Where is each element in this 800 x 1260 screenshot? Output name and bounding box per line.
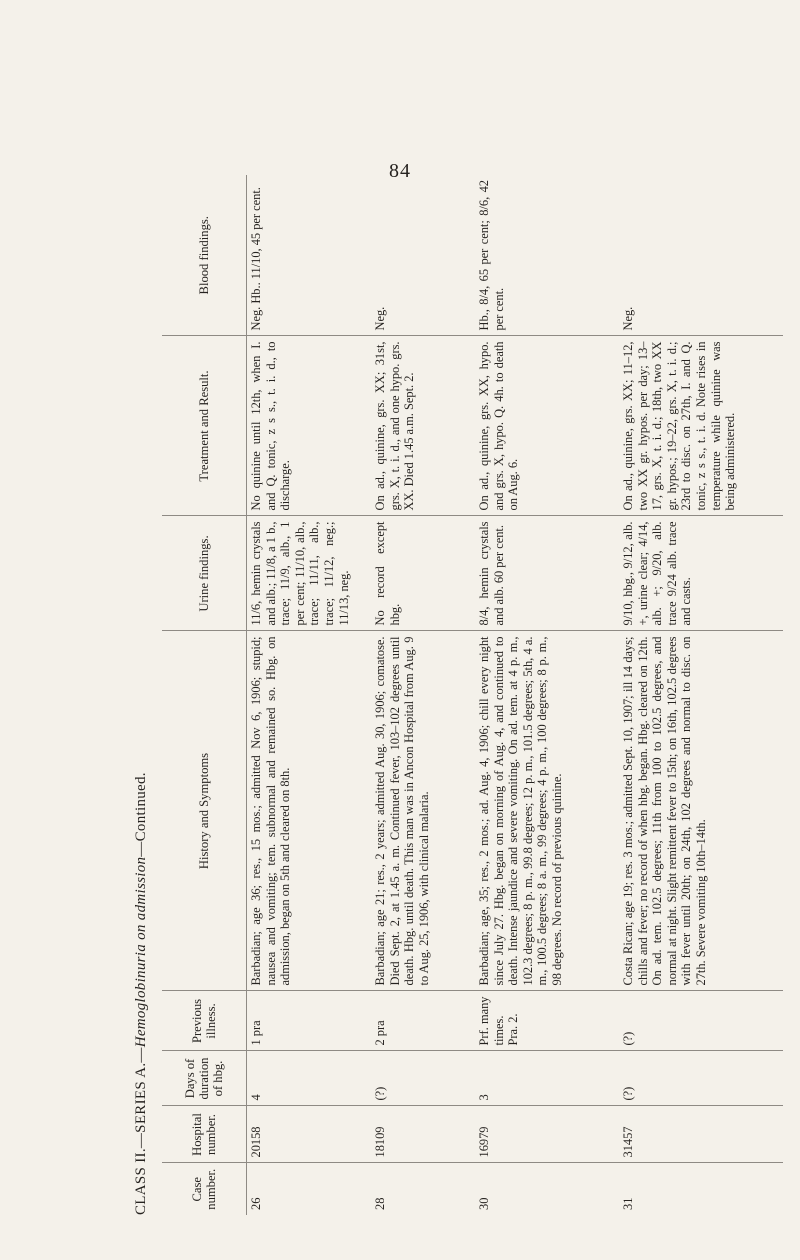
- blood-findings: Neg. Hb.. 11/10, 45 per cent.: [249, 187, 263, 331]
- history: Costa Rican; age 19; res. 3 mos.; admitted Sept. 10, 1907; ill 14 days; chills and fever; no record of when hbg. began. Hbg. cleared on 12th. On ad. tem. 102.5 degrees; 11th from 100 to 102.5 degrees, and normal at night. Slight remittent fever to 15th; on 16th, 102.5 degrees with fever until 20th; on 24th, 102 degrees and normal to disc. on 27th. Severe vomiting 10th–14th.: [619, 631, 783, 991]
- rotated-table-page: [128, 175, 748, 1215]
- history: Barbadian; age, 35; res., 2 mos.; ad. Aug. 4, 1906; chill every night since July 27. Hbg. began on morning of Aug. 4, and continued to death. Intense jaundice and severe vomiting. On ad. tem. at 4 p. m., 102.3 degrees; 8 p. m., 99.8 degrees; 12 p. m., 101.5 degrees; 5th, 4 a. m., 100.5 degrees; 8 a. m., 99 degrees; 4 p. m., 100 degrees; 8 p. m., 98 degrees. No record of previous quinine.: [475, 631, 619, 991]
- hospital-number: 18109: [371, 1106, 475, 1163]
- header-row: [162, 175, 247, 1215]
- col-history: History and Symptoms: [162, 631, 247, 991]
- hospital-number: 16979: [475, 1106, 619, 1163]
- case-number: 31: [619, 1163, 783, 1215]
- blood-findings: Neg.: [621, 306, 635, 331]
- previous-illness: 2 pra: [371, 991, 475, 1051]
- treatment: On ad., quinine, grs. XX; 31st, grs. X, t. i. d., and one hypo. grs. XX. Died 1.45 a.m. Sept. 2.: [371, 336, 475, 516]
- treatment: No quinine until 12th, when I. and Q. tonic, z s s., t. i. d., to discharge.: [247, 336, 372, 516]
- case-number: 28: [371, 1163, 475, 1215]
- running-head-suffix: —Continued.: [133, 772, 149, 857]
- running-head: [128, 175, 154, 1215]
- col-days-duration: Days of duration of hbg.: [162, 1051, 247, 1106]
- treatment: On ad., quinine, grs. XX, hypo. and grs. X, hypo. Q. 4h. to death on Aug. 6.: [475, 336, 619, 516]
- days-duration: 4: [247, 1051, 372, 1106]
- days-duration: (?): [371, 1051, 475, 1106]
- previous-illness: (?): [619, 991, 783, 1051]
- urine-findings: No record except hbg.: [371, 516, 475, 631]
- history: Barbadian; age 36; res., 15 mos.; admitted Nov 6, 1906; stupid; nausea and vomiting; tem. subnormal and remained so. Hbg. on admission, began on 5th and cleared on 8th.: [247, 631, 372, 991]
- col-treatment: Treatment and Result.: [162, 336, 247, 516]
- case-number: 26: [247, 1163, 372, 1215]
- col-hospital-number: Hospital number.: [162, 1106, 247, 1163]
- page-number: 84: [389, 160, 411, 182]
- blood-findings: Neg.: [373, 306, 387, 331]
- table-row: [371, 175, 475, 1215]
- blood-findings: Hb., 8/4, 65 per cent; 8/6, 42 per cent.: [477, 180, 506, 331]
- col-case-number: Case number.: [162, 1163, 247, 1215]
- hospital-number: 20158: [247, 1106, 372, 1163]
- history: Barbadian; age 21; res., 2 years; admitted Aug. 30, 1906; comatose. Died Sept. 2, at 1.45 a. m. Continued fever, 103–102 degrees until death. Hbg. until death. This man was in Ancon Hospital from Aug. 9 to Aug. 25, 1906, with clinical malaria.: [371, 631, 475, 991]
- col-previous-illness: Previous illness.: [162, 991, 247, 1051]
- previous-illness: Prf. many times. Pra. 2.: [475, 991, 619, 1051]
- urine-findings: 8/4, hemin crystals and alb. 60 per cent.: [475, 516, 619, 631]
- table-row: [247, 175, 372, 1215]
- cases-table: [162, 175, 783, 1215]
- urine-findings: 11/6, hemin crystals and alb.; 11/8, a 1 b., trace; 11/9, alb., 1 per cent; 11/10, alb., trace; 11/11, alb., trace; 11/12, neg.; 11/13, neg.: [247, 516, 372, 631]
- table-row: [619, 175, 783, 1215]
- hospital-number: 31457: [619, 1106, 783, 1163]
- running-head-italic: Hemoglobinuria on admission: [133, 856, 149, 1048]
- days-duration: (?): [619, 1051, 783, 1106]
- case-number: 30: [475, 1163, 619, 1215]
- previous-illness: 1 pra: [247, 991, 372, 1051]
- col-urine: Urine findings.: [162, 516, 247, 631]
- urine-findings: 9/10, hbg., 9/12, alb. +, urine clear; 4/14, alb. +; 9/20, alb. trace 9/24 alb. trace and casts.: [619, 516, 783, 631]
- col-blood: Blood findings.: [162, 175, 247, 336]
- days-duration: 3: [475, 1051, 619, 1106]
- treatment: On ad., quinine, grs. XX; 11–12, two XX gr. hypos. per day; 13–17, grs. X, t. i. d.; 18th, two XX gr. hypos.; 19–22, grs. X, t. i. d.; 23rd to disc. on 27th, I. and Q. tonic, z s s., t. i. d. Note rises in temperature while quinine was being administered.: [619, 336, 783, 516]
- table-row: [475, 175, 619, 1215]
- running-head-prefix: CLASS II.—SERIES A.—: [133, 1047, 149, 1215]
